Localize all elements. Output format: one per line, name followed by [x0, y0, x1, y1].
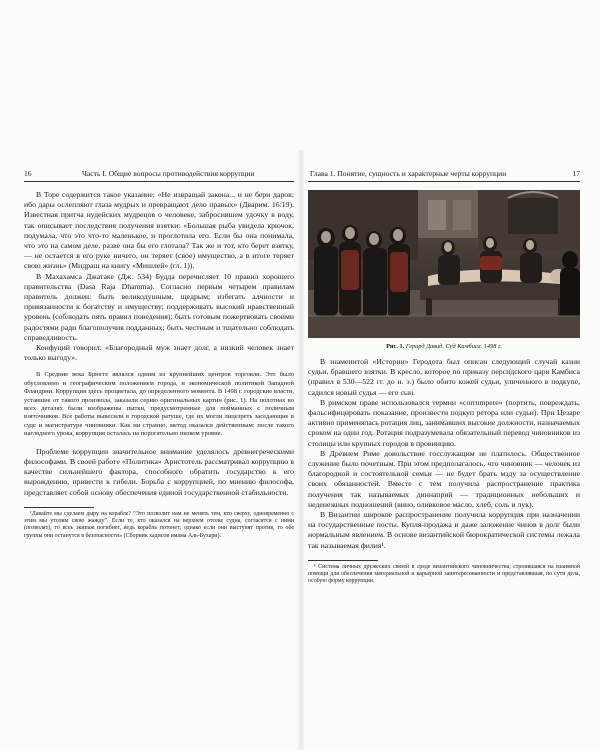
paragraph-roman-law: В римском праве использовался термин «corrumpere» (портить, повреждать, фальсифицировать показание, произвести подкуп ретора или судьи). При Цезаре активно применялась ротация лиц, занимавших высокие должности, назначаемых сроком на один год. Ротация подразумевала обязательный перевод чиновников из столицы или крупных городов в провинцию.: [308, 397, 580, 448]
figure-caption-text: Герард Давид. Суд Камбиса. 1498 г.: [405, 343, 502, 350]
left-footnote: ¹Давайте мы сделаем дыру на корабле? “Это позволит нам не менять тем, кто сверху, одновременно с этим мы утолим свою жажду”. Если те, кто оказался на верхнем отсеке судна, согласятся с ними (позволят), то всеь экипаж погибнет, ведь корабль потонет; однако если они выступят против, то обе группы они останутся в безопасности» (Сборник хадисов имама Аль-Бухари).: [24, 510, 294, 539]
paragraph-bruges: В Средние века Брюгге являлся одним из крупнейших центров торговли. Это было обусловлено и географическим положением города, и экономической политикой Западной Фландрии. Коррупция здесь процветала, до определенного момента. В 1498 г. городские власти, уставшие от такого произвола, заказали серию оригинальных картин (рис. 1). На полотнах во всех деталях были изображены пытки, предусмотренные для пойманных с поличным взяточников. Все работы вывесили в городской ратуше, где их могли лицезреть заседающие в суде и магистратуре чиновники. Как ни странно, метод оказался действенным: после такого наглядного урока, коррупция осталась на порогательно низком уровне.: [24, 371, 294, 438]
paragraph-buddha: В Махахамса Джатаке (Дж. 534) Будда перечисляет 10 правил хорошего правительства (Dasa Raja Dhamma). Согласно первым четырем правилам правитель должен: быть великодушным, щедрым; избегать алчности и привязанности к богатству и имуществу; поддерживать высокий нравственный уровень (соблюдать пять правил поведения); быть готовым пожертвовать своими радостями ради благополучия подданных; быть честным и тщательно соблюдать справедливость.: [24, 271, 294, 342]
figure-caption: [308, 342, 580, 351]
paragraph-confucius: Конфуций говорил: «Благородный муж знает долг, а низкий человек знает только выгоду».: [24, 343, 294, 363]
paragraph-aristotle: Проблеме коррупции значительное внимание уделялось древнегреческими философами. В своей работе «Политика» Аристотель рассматривал коррупцию в качестве сильнейшего фактора, способного обратить государство к его вырождению, привести к гибели. Борьба с коррупцией, по мнению философа, представляет собой основу обеспечения единой государственной стабильности.: [24, 446, 294, 497]
paragraph-torah: В Торе содержится такое указание: «Не извращай закона... и не бери даров; ибо дары ослепляют глаза мудрых и превращают дело правых» (Дварим. 16:19). Известная притча иудейских мудрецов о человеке, забросившем удочку в воду, так описывает последствия получения взятки: «Большая рыба увидела крючок, подумала, что это что-то маленькое, и проглотила его. Если бы она понимала, что это на самом деле, разве она бы его глотала? Так же и тот, кто берет взятку, — не остается в его руке ничего, он теряет (свое) имущество, а в итоге теряет свою жизнь» (Мидраш на книгу «Мишлей» (гл. 1)).: [24, 190, 294, 271]
right-running-head: [308, 168, 580, 182]
paragraph-byzantium: В Византии широкое распространение получила коррупция при назначении на государственные посты. Купля-продажа и даже заложение чинов в долг были нормальным явлением. В основе византийской бюрократической системы лежала так называемая филия¹.: [308, 510, 580, 550]
book-gutter: [297, 150, 305, 750]
painting-illustration: [308, 190, 580, 338]
left-footnote-rule: [24, 507, 94, 508]
right-page: [308, 168, 580, 728]
left-page-number: 16: [24, 169, 32, 178]
right-running-title: Глава 1. Понятие, сущность и характерные черты коррупции: [310, 169, 507, 178]
painting-illustration-icon: [308, 190, 580, 338]
right-footnote-rule: [308, 560, 378, 561]
paragraph-herodotus: В знаменитой «Истории» Геродота был описан следующий случай казни судьи, бравшего взятки. В кресло, которое по приказу персидского царя Камбиса (правил в 530—522 гг. до н. э.) было обито кожей судьи, уличенного в подкупе, садился новый судья — его сын.: [308, 357, 580, 397]
right-page-number: 17: [572, 169, 580, 178]
right-footnote: ¹ Система личных дружеских связей в среде византийского чиновничества, строившаяся на взаимной помощи для обеспечения материальной и карьерной заинтересованности и представлявшая, по сути дела, особую форму коррупции.: [308, 563, 580, 585]
figure-caption-label: Рис. 1.: [386, 343, 405, 350]
left-running-head: [24, 168, 294, 182]
left-running-title: Часть I. Общие вопросы противодействия коррупции: [82, 169, 255, 178]
paragraph-ancient-rome: В Древнем Риме довольствие госслужащим не платилось. Общественное служение было почетным. При этом предполагалось, что чиновник — человек из благородной и состоятельной семьи — не будет брать мзду за осуществление своих обязанностей. Вместе с тем получила распространение практика получения так называемых диннаприй — традиционных небольших и неденежных подношений (вино, оливковое масло, хлеб, соль и лук).: [308, 448, 580, 509]
left-page: [24, 168, 294, 728]
